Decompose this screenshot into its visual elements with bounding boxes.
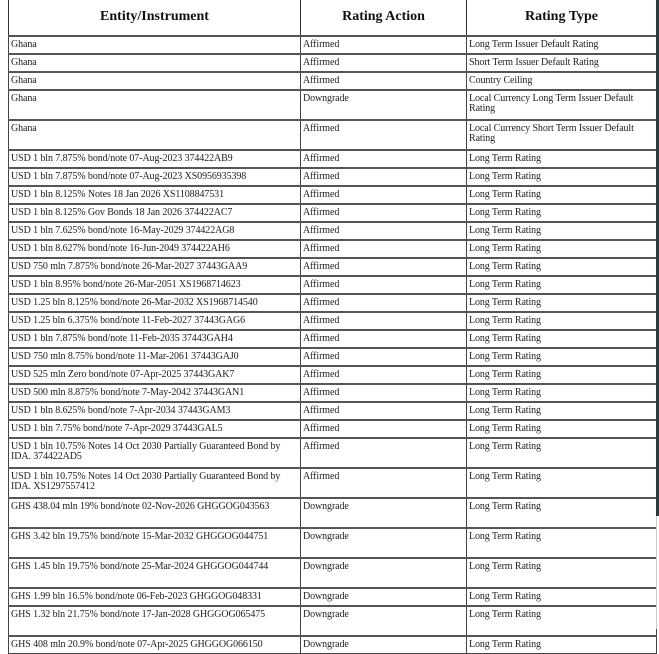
table-row [9,312,657,330]
cell-entity: USD 1 bln 7.75% bond/note 7-Apr-2029 37443GAL5 [9,420,301,438]
table-row [9,558,657,588]
cell-rating-type: Long Term Rating [467,606,657,636]
cell-entity: USD 1 bln 7.625% bond/note 16-May-2029 374422AG8 [9,222,301,240]
cell-rating-type: Long Term Rating [467,330,657,348]
cell-entity: USD 525 mln Zero bond/note 07-Apr-2025 37443GAK7 [9,366,301,384]
table-row [9,258,657,276]
cell-rating-type: Long Term Rating [467,402,657,420]
header-rating-type: Rating Type [467,0,657,36]
cell-rating-action: Affirmed [301,468,467,498]
page-edge [656,516,657,629]
cell-rating-action: Affirmed [301,240,467,258]
cell-entity: Ghana [9,72,301,90]
cell-rating-action: Affirmed [301,150,467,168]
table-row [9,420,657,438]
cell-entity: USD 1 bln 7.875% bond/note 11-Feb-2035 37443GAH4 [9,330,301,348]
cell-rating-type: Country Ceiling [467,72,657,90]
cell-entity: Ghana [9,120,301,150]
table-row [9,468,657,498]
cell-rating-type: Long Term Rating [467,588,657,606]
cell-entity: USD 1 bln 10.75% Notes 14 Oct 2030 Partially Guaranteed Bond by IDA. 374422AD5 [9,438,301,468]
table-row [9,186,657,204]
cell-rating-action: Affirmed [301,36,467,54]
header-entity: Entity/Instrument [9,0,301,36]
header-rating-action: Rating Action [301,0,467,36]
cell-entity: GHS 1.32 bln 21.75% bond/note 17-Jan-2028 GHGGOG065475 [9,606,301,636]
cell-rating-action: Downgrade [301,558,467,588]
cell-rating-type: Long Term Rating [467,150,657,168]
table-row [9,384,657,402]
table-row [9,36,657,54]
cell-rating-type: Long Term Rating [467,348,657,366]
table-body [9,36,657,654]
cell-rating-type: Long Term Rating [467,258,657,276]
cell-rating-action: Affirmed [301,366,467,384]
cell-entity: USD 1 bln 8.627% bond/note 16-Jun-2049 374422AH6 [9,240,301,258]
cell-rating-type: Long Term Rating [467,222,657,240]
cell-rating-action: Affirmed [301,222,467,240]
cell-rating-action: Affirmed [301,276,467,294]
cell-rating-type: Long Term Rating [467,384,657,402]
cell-rating-type: Long Term Rating [467,240,657,258]
cell-rating-action: Downgrade [301,588,467,606]
cell-entity: USD 750 mln 8.75% bond/note 11-Mar-2061 37443GAJ0 [9,348,301,366]
cell-rating-action: Affirmed [301,402,467,420]
rating-actions-table [8,0,657,654]
cell-entity: Ghana [9,90,301,120]
cell-rating-type: Short Term Issuer Default Rating [467,54,657,72]
cell-rating-type: Long Term Rating [467,276,657,294]
cell-rating-type: Long Term Issuer Default Rating [467,36,657,54]
cell-rating-action: Affirmed [301,312,467,330]
rating-actions-table-container [8,0,656,654]
cell-entity: Ghana [9,54,301,72]
table-row [9,168,657,186]
cell-rating-action: Downgrade [301,636,467,654]
cell-rating-action: Downgrade [301,90,467,120]
cell-entity: GHS 1.45 bln 19.75% bond/note 25-Mar-2024 GHGGOG044744 [9,558,301,588]
cell-rating-action: Downgrade [301,528,467,558]
table-row [9,636,657,654]
cell-rating-action: Affirmed [301,120,467,150]
cell-rating-type: Long Term Rating [467,186,657,204]
cell-rating-type: Long Term Rating [467,468,657,498]
table-row [9,498,657,528]
cell-rating-type: Long Term Rating [467,204,657,222]
cell-entity: USD 1 bln 8.625% bond/note 7-Apr-2034 37443GAM3 [9,402,301,420]
table-row [9,276,657,294]
cell-entity: USD 1 bln 10.75% Notes 14 Oct 2030 Partially Guaranteed Bond by IDA. XS1297557412 [9,468,301,498]
cell-entity: Ghana [9,36,301,54]
table-row [9,120,657,150]
cell-rating-action: Affirmed [301,348,467,366]
cell-rating-action: Affirmed [301,258,467,276]
cell-rating-type: Long Term Rating [467,498,657,528]
table-row [9,72,657,90]
table-row [9,222,657,240]
table-row [9,204,657,222]
cell-rating-action: Affirmed [301,186,467,204]
table-row [9,588,657,606]
cell-rating-type: Long Term Rating [467,438,657,468]
table-row [9,150,657,168]
cell-rating-type: Long Term Rating [467,636,657,654]
cell-rating-action: Affirmed [301,438,467,468]
table-row [9,294,657,312]
table-row [9,240,657,258]
table-header-row [9,0,657,36]
cell-rating-action: Affirmed [301,420,467,438]
cell-rating-type: Long Term Rating [467,528,657,558]
cell-entity: USD 1.25 bln 8.125% bond/note 26-Mar-2032 XS1968714540 [9,294,301,312]
cell-entity: USD 1.25 bln 6.375% bond/note 11-Feb-2027 37443GAG6 [9,312,301,330]
cell-rating-type: Local Currency Long Term Issuer Default Rating [467,90,657,120]
cell-rating-action: Affirmed [301,330,467,348]
cell-entity: USD 1 bln 7.875% bond/note 07-Aug-2023 XS0956935398 [9,168,301,186]
table-row [9,90,657,120]
cell-rating-action: Downgrade [301,498,467,528]
cell-entity: GHS 438.04 mln 19% bond/note 02-Nov-2026 GHGGOG043563 [9,498,301,528]
cell-entity: USD 500 mln 8.875% bond/note 7-May-2042 37443GAN1 [9,384,301,402]
cell-rating-action: Affirmed [301,384,467,402]
cell-rating-action: Downgrade [301,606,467,636]
table-row [9,54,657,72]
table-row [9,366,657,384]
table-row [9,348,657,366]
cell-rating-type: Long Term Rating [467,420,657,438]
table-row [9,402,657,420]
table-row [9,528,657,558]
cell-rating-type: Long Term Rating [467,312,657,330]
cell-entity: USD 1 bln 8.95% bond/note 26-Mar-2051 XS1968714623 [9,276,301,294]
cell-entity: USD 1 bln 7.875% bond/note 07-Aug-2023 374422AB9 [9,150,301,168]
cell-rating-type: Long Term Rating [467,558,657,588]
cell-rating-type: Local Currency Short Term Issuer Default Rating [467,120,657,150]
table-row [9,606,657,636]
cell-entity: USD 750 mln 7.875% bond/note 26-Mar-2027 37443GAA9 [9,258,301,276]
cell-rating-type: Long Term Rating [467,366,657,384]
cell-entity: GHS 3.42 bln 19.75% bond/note 15-Mar-2032 GHGGOG044751 [9,528,301,558]
cell-rating-action: Affirmed [301,204,467,222]
cell-rating-type: Long Term Rating [467,168,657,186]
table-row [9,330,657,348]
table-row [9,438,657,468]
cell-rating-action: Affirmed [301,168,467,186]
cell-rating-action: Affirmed [301,54,467,72]
cell-rating-type: Long Term Rating [467,294,657,312]
cell-entity: GHS 408 mln 20.9% bond/note 07-Apr-2025 GHGGOG066150 [9,636,301,654]
cell-entity: USD 1 bln 8.125% Gov Bonds 18 Jan 2026 374422AC7 [9,204,301,222]
cell-rating-action: Affirmed [301,294,467,312]
cell-rating-action: Affirmed [301,72,467,90]
cell-entity: GHS 1.99 bln 16.5% bond/note 06-Feb-2023 GHGGOG048331 [9,588,301,606]
cell-entity: USD 1 bln 8.125% Notes 18 Jan 2026 XS1108847531 [9,186,301,204]
